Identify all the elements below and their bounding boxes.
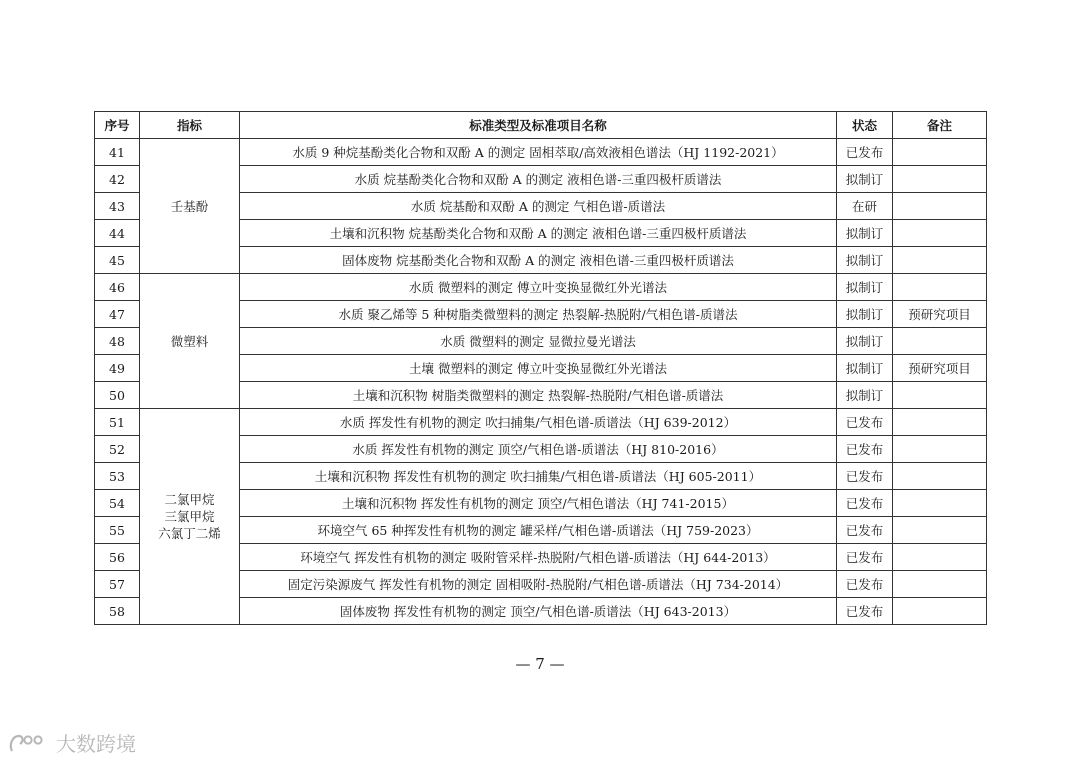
remarks-cell xyxy=(893,409,987,436)
indicator-cell xyxy=(140,139,240,274)
remarks-cell xyxy=(893,247,987,274)
remarks-cell xyxy=(893,220,987,247)
standard-name-cell: 水质 微塑料的测定 傅立叶变换显微红外光谱法 xyxy=(240,274,837,301)
watermark-text: 大数跨境 xyxy=(56,732,136,756)
remarks-cell: 预研究项目 xyxy=(893,301,987,328)
status-cell: 已发布 xyxy=(837,463,893,490)
status-cell: 已发布 xyxy=(837,598,893,625)
serial-cell: 41 xyxy=(95,139,140,166)
indicator-line: 三氯甲烷 xyxy=(164,509,215,524)
standard-name-cell: 土壤 微塑料的测定 傅立叶变换显微红外光谱法 xyxy=(240,355,837,382)
standard-name-cell: 水质 挥发性有机物的测定 顶空/气相色谱-质谱法（HJ 810-2016） xyxy=(240,436,837,463)
remarks-cell: 预研究项目 xyxy=(893,355,987,382)
page-number: — 7 — xyxy=(515,655,565,673)
header-indicator: 指标 xyxy=(140,112,240,139)
status-cell: 拟制订 xyxy=(837,301,893,328)
remarks-cell xyxy=(893,598,987,625)
status-cell: 在研 xyxy=(837,193,893,220)
header-serial: 序号 xyxy=(95,112,140,139)
serial-cell: 45 xyxy=(95,247,140,274)
status-cell: 已发布 xyxy=(837,490,893,517)
indicator-line: 壬基酚 xyxy=(170,198,209,214)
serial-cell: 43 xyxy=(95,193,140,220)
remarks-cell xyxy=(893,166,987,193)
status-cell: 拟制订 xyxy=(837,220,893,247)
indicator-cell xyxy=(140,409,240,625)
standard-name-cell: 土壤和沉积物 树脂类微塑料的测定 热裂解-热脱附/气相色谱-质谱法 xyxy=(240,382,837,409)
table-row xyxy=(95,139,987,166)
serial-cell: 57 xyxy=(95,571,140,598)
standard-name-cell: 固体废物 挥发性有机物的测定 顶空/气相色谱-质谱法（HJ 643-2013） xyxy=(240,598,837,625)
standard-name-cell: 水质 聚乙烯等 5 种树脂类微塑料的测定 热裂解-热脱附/气相色谱-质谱法 xyxy=(240,301,837,328)
remarks-cell xyxy=(893,463,987,490)
serial-cell: 56 xyxy=(95,544,140,571)
standard-name-cell: 水质 烷基酚类化合物和双酚 A 的测定 液相色谱-三重四极杆质谱法 xyxy=(240,166,837,193)
remarks-cell xyxy=(893,139,987,166)
table-row xyxy=(95,274,987,301)
header-remarks: 备注 xyxy=(893,112,987,139)
standard-name-cell: 水质 微塑料的测定 显微拉曼光谱法 xyxy=(240,328,837,355)
indicator-cell xyxy=(140,274,240,409)
standard-name-cell: 环境空气 挥发性有机物的测定 吸附管采样-热脱附/气相色谱-质谱法（HJ 644-2013） xyxy=(240,544,837,571)
status-cell: 已发布 xyxy=(837,571,893,598)
remarks-cell xyxy=(893,571,987,598)
serial-cell: 54 xyxy=(95,490,140,517)
standard-name-cell: 环境空气 65 种挥发性有机物的测定 罐采样/气相色谱-质谱法（HJ 759-2023） xyxy=(240,517,837,544)
standard-name-cell: 水质 9 种烷基酚类化合物和双酚 A 的测定 固相萃取/高效液相色谱法（HJ 1192-2021） xyxy=(240,139,837,166)
serial-cell: 42 xyxy=(95,166,140,193)
standards-table xyxy=(94,111,987,625)
status-cell: 已发布 xyxy=(837,544,893,571)
remarks-cell xyxy=(893,382,987,409)
standard-name-cell: 土壤和沉积物 挥发性有机物的测定 顶空/气相色谱法（HJ 741-2015） xyxy=(240,490,837,517)
standard-name-cell: 土壤和沉积物 烷基酚类化合物和双酚 A 的测定 液相色谱-三重四极杆质谱法 xyxy=(240,220,837,247)
serial-cell: 50 xyxy=(95,382,140,409)
header-standard-name: 标准类型及标准项目名称 xyxy=(240,112,837,139)
watermark xyxy=(8,728,136,757)
status-cell: 已发布 xyxy=(837,139,893,166)
status-cell: 拟制订 xyxy=(837,274,893,301)
serial-cell: 44 xyxy=(95,220,140,247)
status-cell: 已发布 xyxy=(837,409,893,436)
serial-cell: 51 xyxy=(95,409,140,436)
standard-name-cell: 固定污染源废气 挥发性有机物的测定 固相吸附-热脱附/气相色谱-质谱法（HJ 734-2014） xyxy=(240,571,837,598)
table-row xyxy=(95,409,987,436)
indicator-line: 六氯丁二烯 xyxy=(158,526,221,541)
serial-cell: 47 xyxy=(95,301,140,328)
serial-cell: 52 xyxy=(95,436,140,463)
brand-logo-icon xyxy=(8,731,52,755)
status-cell: 拟制订 xyxy=(837,355,893,382)
standard-name-cell: 水质 挥发性有机物的测定 吹扫捕集/气相色谱-质谱法（HJ 639-2012） xyxy=(240,409,837,436)
serial-cell: 49 xyxy=(95,355,140,382)
remarks-cell xyxy=(893,490,987,517)
status-cell: 拟制订 xyxy=(837,328,893,355)
indicator-line: 二氯甲烷 xyxy=(164,492,215,507)
status-cell: 拟制订 xyxy=(837,247,893,274)
header-status: 状态 xyxy=(837,112,893,139)
standard-name-cell: 固体废物 烷基酚类化合物和双酚 A 的测定 液相色谱-三重四极杆质谱法 xyxy=(240,247,837,274)
remarks-cell xyxy=(893,517,987,544)
serial-cell: 55 xyxy=(95,517,140,544)
status-cell: 已发布 xyxy=(837,436,893,463)
serial-cell: 46 xyxy=(95,274,140,301)
remarks-cell xyxy=(893,274,987,301)
status-cell: 拟制订 xyxy=(837,382,893,409)
table-body xyxy=(95,139,987,625)
table-header-row xyxy=(95,112,987,139)
indicator-line: 微塑料 xyxy=(170,333,209,349)
status-cell: 拟制订 xyxy=(837,166,893,193)
remarks-cell xyxy=(893,193,987,220)
serial-cell: 48 xyxy=(95,328,140,355)
serial-cell: 58 xyxy=(95,598,140,625)
standard-name-cell: 水质 烷基酚和双酚 A 的测定 气相色谱-质谱法 xyxy=(240,193,837,220)
remarks-cell xyxy=(893,544,987,571)
standard-name-cell: 土壤和沉积物 挥发性有机物的测定 吹扫捕集/气相色谱-质谱法（HJ 605-2011） xyxy=(240,463,837,490)
serial-cell: 53 xyxy=(95,463,140,490)
remarks-cell xyxy=(893,328,987,355)
status-cell: 已发布 xyxy=(837,517,893,544)
remarks-cell xyxy=(893,436,987,463)
